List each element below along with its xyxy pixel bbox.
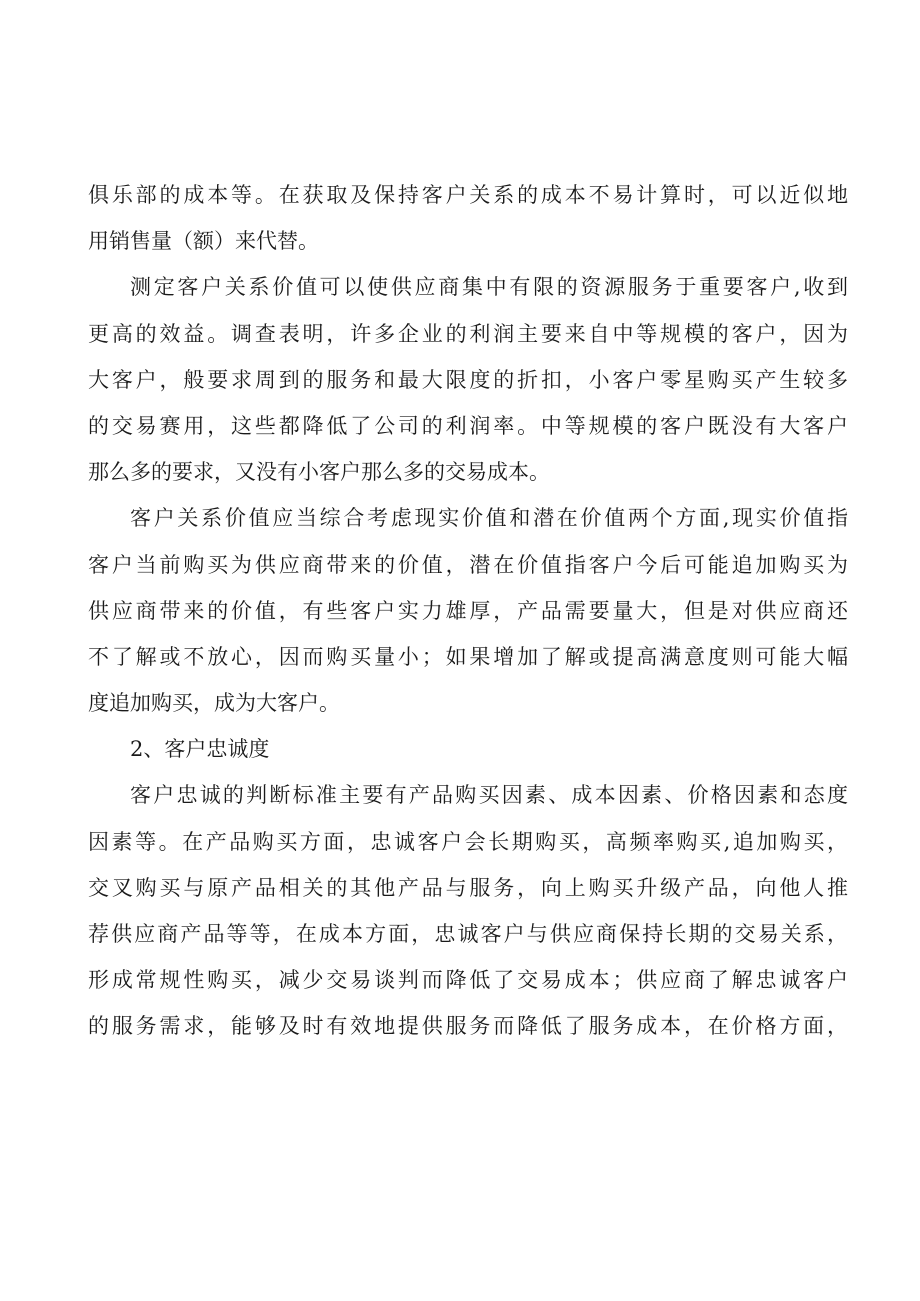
text-line: 大客户，般要求周到的服务和最大限度的折扣，小客户零星购买产生较多 (88, 367, 848, 392)
text-line: 用销售量（额）来代替。 (88, 229, 319, 254)
text-line: 俱乐部的成本等。在获取及保持客户关系的成本不易计算时，可以近似地 (88, 183, 848, 207)
text-line: 更高的效益。调查表明，许多企业的利润主要来自中等规模的客户，因为 (88, 321, 848, 346)
text-line: 那么多的要求，又没有小客户那么多的交易成本。 (88, 460, 550, 485)
text-line: 形成常规性购买，减少交易谈判而降低了交易成本；供应商了解忠诚客户 (88, 968, 848, 993)
text-line: 客户忠诚的判断标准主要有产品购买因素、成本因素、价格因素和态度 (130, 783, 848, 808)
section-heading: 2、客户忠诚度 (130, 737, 270, 762)
text-line: 交叉购买与原产品相关的其他产品与服务，向上购买升级产品，向他人推 (88, 875, 848, 900)
text-line: 供应商带来的价值，有些客户实力雄厚，产品需要量大，但是对供应商还 (88, 598, 848, 623)
text-line: 测定客户关系价值可以使供应商集中有限的资源服务于重要客户,收到 (130, 275, 848, 300)
text-line: 不了解或不放心，因而购买量小；如果增加了解或提高满意度则可能大幅 (88, 644, 848, 669)
text-line: 的交易赛用，这些都降低了公司的利润率。中等规模的客户既没有大客户 (88, 413, 848, 438)
text-line: 客户关系价值应当综合考虑现实价值和潜在价值两个方面,现实价值指 (130, 506, 848, 531)
body-text (88, 172, 848, 1050)
text-line: 度追加购买，成为大客户。 (88, 691, 340, 716)
text-line: 的服务需求，能够及时有效地提供服务而降低了服务成本，在价格方面， (88, 1014, 848, 1039)
text-line: 因素等。在产品购买方面，忠诚客户会长期购买，高频率购买,追加购买， (88, 829, 848, 854)
text-line: 荐供应商产品等等，在成本方面，忠诚客户与供应商保持长期的交易关系， (88, 922, 848, 946)
text-line: 客户当前购买为供应商带来的价值，潜在价值指客户今后可能追加购买为 (88, 552, 848, 577)
